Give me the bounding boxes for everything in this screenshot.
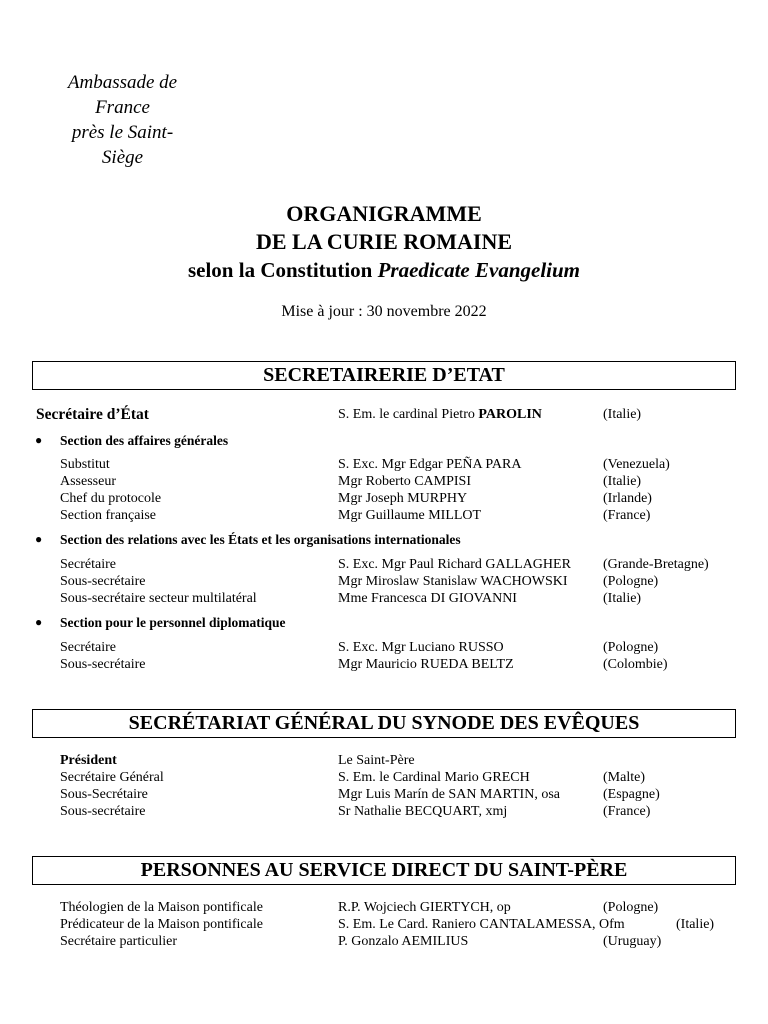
country: (Italie) xyxy=(603,591,642,606)
country: (Espagne) xyxy=(603,787,660,802)
country: (Grande-Bretagne) xyxy=(603,557,709,572)
country: (Italie) xyxy=(603,474,642,489)
country: (Uruguay) xyxy=(603,934,662,949)
update-date: Mise à jour : 30 novembre 2022 xyxy=(281,303,487,320)
title-line-1: ORGANIGRAMME xyxy=(286,201,482,226)
bullet-icon: ● xyxy=(35,532,43,546)
role: Secrétaire particulier xyxy=(60,934,177,949)
name: S. Exc. Mgr Luciano RUSSO xyxy=(338,640,504,655)
name: Mgr Mauricio RUEDA BELTZ xyxy=(338,657,514,672)
title-line-3 xyxy=(0,256,768,284)
country: (Pologne) xyxy=(603,574,659,589)
bullet-icon: ● xyxy=(35,433,43,447)
country: (France) xyxy=(603,804,651,819)
table-row xyxy=(0,656,768,673)
section-heading-direct-service: PERSONNES AU SERVICE DIRECT DU SAINT-PÈRE xyxy=(32,856,736,885)
role: Secrétaire xyxy=(60,557,116,572)
table-row xyxy=(0,916,768,933)
role: Théologien de la Maison pontificale xyxy=(60,900,263,915)
table-row xyxy=(0,639,768,656)
name: Mgr Guillaume MILLOT xyxy=(338,508,482,523)
document-title xyxy=(0,200,768,284)
table-row xyxy=(0,752,768,769)
country: (Italie) xyxy=(676,917,715,932)
bullet-icon: ● xyxy=(35,615,43,629)
name: Mgr Miroslaw Stanislaw WACHOWSKI xyxy=(338,574,568,589)
section-title: Section pour le personnel diplomatique xyxy=(60,615,286,630)
role: Sous-secrétaire secteur multilatéral xyxy=(60,591,257,606)
country: (Irlande) xyxy=(603,491,652,506)
name-bold: PAROLIN xyxy=(478,407,542,422)
role: Président xyxy=(60,753,117,768)
embassy-line: France xyxy=(95,97,150,118)
name: S. Em. Le Card. Raniero CANTALAMESSA, Ofm xyxy=(338,917,625,932)
role: Sous-secrétaire xyxy=(60,574,146,589)
table-row xyxy=(0,473,768,490)
embassy-heading xyxy=(40,70,205,170)
role: Section française xyxy=(60,508,157,523)
section-title: Section des affaires générales xyxy=(60,433,229,448)
section-heading-synod: SECRÉTARIAT GÉNÉRAL DU SYNODE DES EVÊQUES xyxy=(32,709,736,738)
table-row xyxy=(0,899,768,916)
table-row xyxy=(0,573,768,590)
table-row xyxy=(0,803,768,820)
role: Sous-Secrétaire xyxy=(60,787,148,802)
role: Secrétaire xyxy=(60,640,116,655)
country: (Malte) xyxy=(603,770,645,785)
name: S. Em. le Cardinal Mario GRECH xyxy=(338,770,530,785)
section-title: Section des relations avec les États et les organisations internationales xyxy=(60,532,461,547)
table-row xyxy=(0,556,768,573)
country: (Pologne) xyxy=(603,640,659,655)
role: Prédicateur de la Maison pontificale xyxy=(60,917,263,932)
name: Mme Francesca DI GIOVANNI xyxy=(338,591,517,606)
role: Sous-secrétaire xyxy=(60,657,146,672)
name: S. Exc. Mgr Paul Richard GALLAGHER xyxy=(338,557,571,572)
name xyxy=(338,406,542,424)
name: Le Saint-Père xyxy=(338,753,415,768)
title-line-3-italic: Praedicate Evangelium xyxy=(377,258,581,282)
name: Sr Nathalie BECQUART, xmj xyxy=(338,804,508,819)
title-line-3-prefix: selon la Constitution xyxy=(187,258,378,282)
embassy-line: près le Saint- xyxy=(71,122,174,143)
role: Sous-secrétaire xyxy=(60,804,146,819)
table-row xyxy=(0,590,768,607)
name: P. Gonzalo AEMILIUS xyxy=(338,934,469,949)
role: Substitut xyxy=(60,457,110,472)
name-prefix: S. Em. le cardinal Pietro xyxy=(338,407,479,422)
table-row xyxy=(0,507,768,524)
country: (Venezuela) xyxy=(603,457,670,472)
table-row xyxy=(0,769,768,786)
country: (Italie) xyxy=(603,407,642,422)
section-heading-secretariat: SECRETAIRERIE D’ETAT xyxy=(32,361,736,390)
role: Secrétaire d’État xyxy=(36,406,149,423)
name: S. Exc. Mgr Edgar PEÑA PARA xyxy=(338,457,522,472)
table-row xyxy=(0,933,768,950)
name: Mgr Joseph MURPHY xyxy=(338,491,468,506)
table-row xyxy=(0,490,768,507)
country: (France) xyxy=(603,508,651,523)
name: R.P. Wojciech GIERTYCH, op xyxy=(338,900,511,915)
name: Mgr Roberto CAMPISI xyxy=(338,474,472,489)
country: (Pologne) xyxy=(603,900,659,915)
country: (Colombie) xyxy=(603,657,668,672)
table-row xyxy=(0,456,768,473)
role: Assesseur xyxy=(60,474,116,489)
table-row xyxy=(0,786,768,803)
title-line-2: DE LA CURIE ROMAINE xyxy=(255,229,513,254)
embassy-line: Siège xyxy=(101,147,144,168)
role: Secrétaire Général xyxy=(60,770,164,785)
name: Mgr Luis Marín de SAN MARTIN, osa xyxy=(338,787,560,802)
embassy-line: Ambassade de xyxy=(67,72,178,93)
role: Chef du protocole xyxy=(60,491,162,506)
